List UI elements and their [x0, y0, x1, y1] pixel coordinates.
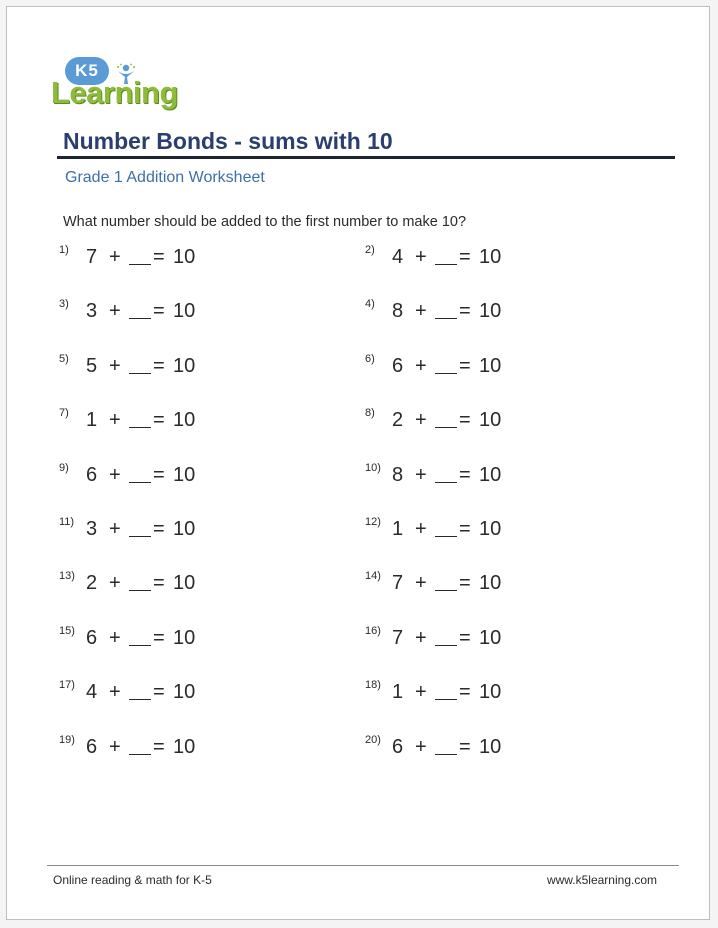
problem-item	[365, 407, 525, 437]
first-addend: 6	[86, 735, 98, 758]
answer-blank[interactable]	[129, 373, 151, 374]
plus-sign: +	[415, 735, 427, 758]
plus-sign: +	[415, 518, 427, 540]
problem-number: 10)	[365, 461, 381, 474]
problem-number: 1)	[59, 244, 69, 256]
plus-sign: +	[109, 572, 121, 595]
problem-number: 17)	[59, 679, 75, 692]
sum-total: 10	[173, 463, 196, 486]
equals-sign: =	[153, 409, 165, 432]
sum-total: 10	[479, 626, 502, 649]
footer-website: www.k5learning.com	[546, 873, 657, 887]
answer-blank[interactable]	[129, 590, 151, 591]
sum-total: 10	[173, 626, 196, 649]
title-divider	[57, 156, 675, 159]
plus-sign: +	[109, 409, 121, 432]
first-addend: 1	[86, 409, 98, 432]
plus-sign: +	[415, 626, 427, 649]
sum-total: 10	[479, 246, 502, 268]
problem-number: 7)	[59, 407, 69, 420]
problem-number: 13)	[59, 570, 75, 583]
equals-sign: =	[153, 300, 165, 323]
equals-sign: =	[459, 354, 471, 377]
problem-item	[365, 353, 525, 383]
k5-learning-logo	[51, 45, 191, 115]
problem-number: 20)	[365, 733, 381, 746]
problem-item	[59, 679, 219, 709]
answer-blank[interactable]	[435, 645, 457, 646]
problem-item	[59, 734, 219, 764]
plus-sign: +	[415, 246, 427, 268]
problem-item	[365, 516, 525, 546]
problem-number: 18)	[365, 679, 381, 692]
plus-sign: +	[109, 681, 121, 704]
problem-number: 14)	[365, 570, 381, 583]
problem-item	[365, 244, 525, 274]
answer-blank[interactable]	[129, 482, 151, 483]
equals-sign: =	[459, 735, 471, 758]
sum-total: 10	[479, 409, 502, 432]
problem-item	[365, 625, 525, 655]
sum-total: 10	[479, 572, 502, 595]
first-addend: 6	[392, 735, 404, 758]
equals-sign: =	[153, 518, 165, 540]
sum-total: 10	[173, 354, 196, 377]
problem-number: 12)	[365, 516, 381, 528]
problem-item	[365, 298, 525, 328]
sum-total: 10	[173, 246, 196, 268]
problem-number: 8)	[365, 407, 375, 420]
plus-sign: +	[415, 300, 427, 323]
answer-blank[interactable]	[435, 482, 457, 483]
problem-item	[365, 734, 525, 764]
problem-number: 16)	[365, 624, 381, 637]
sum-total: 10	[173, 572, 196, 595]
answer-blank[interactable]	[129, 699, 151, 700]
first-addend: 7	[86, 246, 98, 268]
first-addend: 2	[392, 409, 404, 432]
problem-item	[59, 516, 219, 546]
first-addend: 2	[86, 572, 98, 595]
first-addend: 6	[86, 463, 98, 486]
sum-total: 10	[173, 409, 196, 432]
sum-total: 10	[479, 735, 502, 758]
answer-blank[interactable]	[129, 427, 151, 428]
problem-item	[59, 570, 219, 600]
problem-item	[59, 462, 219, 492]
page-subtitle: Grade 1 Addition Worksheet	[65, 169, 265, 186]
equals-sign: =	[459, 300, 471, 323]
plus-sign: +	[109, 354, 121, 377]
answer-blank[interactable]	[435, 373, 457, 374]
equals-sign: =	[459, 463, 471, 486]
answer-blank[interactable]	[435, 536, 457, 537]
first-addend: 7	[392, 626, 404, 649]
first-addend: 1	[392, 681, 404, 704]
answer-blank[interactable]	[435, 590, 457, 591]
answer-blank[interactable]	[435, 264, 457, 265]
problem-item	[59, 353, 219, 383]
answer-blank[interactable]	[129, 264, 151, 265]
first-addend: 6	[86, 626, 98, 649]
sum-total: 10	[479, 463, 502, 486]
sum-total: 10	[173, 735, 196, 758]
problem-item	[365, 462, 525, 492]
answer-blank[interactable]	[129, 754, 151, 755]
answer-blank[interactable]	[129, 318, 151, 319]
first-addend: 1	[392, 518, 404, 540]
footer-divider	[47, 865, 679, 866]
plus-sign: +	[109, 463, 121, 486]
plus-sign: +	[109, 626, 121, 649]
first-addend: 3	[86, 300, 98, 323]
equals-sign: =	[153, 626, 165, 649]
problem-item	[59, 298, 219, 328]
problem-item	[59, 625, 219, 655]
sum-total: 10	[173, 681, 196, 704]
page-title: Number Bonds - sums with 10	[63, 128, 393, 154]
equals-sign: =	[153, 572, 165, 595]
answer-blank[interactable]	[129, 536, 151, 537]
plus-sign: +	[415, 409, 427, 432]
first-addend: 3	[86, 518, 98, 540]
equals-sign: =	[153, 735, 165, 758]
plus-sign: +	[109, 246, 121, 268]
plus-sign: +	[415, 681, 427, 704]
equals-sign: =	[459, 518, 471, 540]
sum-total: 10	[173, 300, 196, 323]
equals-sign: =	[459, 572, 471, 595]
footer-tagline: Online reading & math for K-5	[53, 873, 212, 887]
problem-number: 3)	[59, 298, 69, 311]
first-addend: 5	[86, 354, 98, 377]
plus-sign: +	[109, 518, 121, 540]
equals-sign: =	[459, 409, 471, 432]
first-addend: 4	[86, 681, 98, 704]
plus-sign: +	[415, 572, 427, 595]
answer-blank[interactable]	[129, 645, 151, 646]
sum-total: 10	[479, 681, 502, 704]
logo-badge: K5	[65, 57, 109, 85]
problem-number: 5)	[59, 352, 69, 365]
equals-sign: =	[153, 246, 165, 268]
answer-blank[interactable]	[435, 754, 457, 755]
problem-item	[365, 570, 525, 600]
problem-number: 6)	[365, 352, 375, 365]
worksheet-page	[6, 6, 710, 920]
problem-item	[59, 244, 219, 274]
first-addend: 7	[392, 572, 404, 595]
answer-blank[interactable]	[435, 699, 457, 700]
equals-sign: =	[153, 681, 165, 704]
problem-number: 11)	[59, 516, 75, 528]
problem-number: 2)	[365, 244, 375, 256]
equals-sign: =	[459, 246, 471, 268]
logo-wordmark: Learning	[51, 75, 178, 110]
equals-sign: =	[459, 681, 471, 704]
plus-sign: +	[415, 354, 427, 377]
plus-sign: +	[109, 300, 121, 323]
plus-sign: +	[109, 735, 121, 758]
sum-total: 10	[173, 518, 196, 540]
sum-total: 10	[479, 518, 502, 540]
equals-sign: =	[153, 354, 165, 377]
sum-total: 10	[479, 300, 502, 323]
problem-number: 4)	[365, 298, 375, 311]
problem-item	[365, 679, 525, 709]
equals-sign: =	[459, 626, 471, 649]
first-addend: 8	[392, 300, 404, 323]
problem-number: 15)	[59, 624, 75, 637]
first-addend: 8	[392, 463, 404, 486]
first-addend: 4	[392, 246, 404, 268]
answer-blank[interactable]	[435, 427, 457, 428]
first-addend: 6	[392, 354, 404, 377]
instructions-text: What number should be added to the first number to make 10?	[63, 214, 467, 230]
problem-item	[59, 407, 219, 437]
equals-sign: =	[153, 463, 165, 486]
plus-sign: +	[415, 463, 427, 486]
problem-number: 9)	[59, 461, 69, 474]
answer-blank[interactable]	[435, 318, 457, 319]
sum-total: 10	[479, 354, 502, 377]
problem-number: 19)	[59, 733, 75, 746]
